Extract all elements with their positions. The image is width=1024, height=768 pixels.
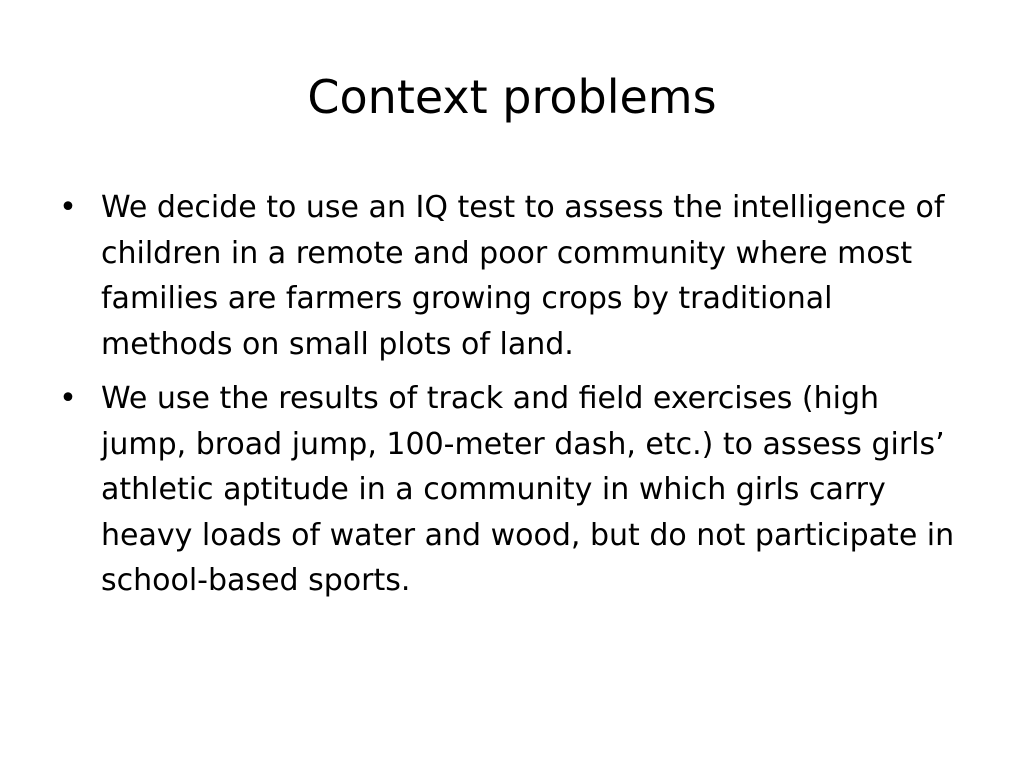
list-item [58,376,958,604]
bullet-text: We use the results of track and field exercises (high jump, broad jump, 100-meter dash, etc.) to assess girls’ athletic aptitude in a community in which girls carry heavy loads of water and wood, but do not participate in school-based sports. [101,381,955,598]
bullet-icon: • [59,381,77,416]
list-item [58,185,958,367]
bullet-text: We decide to use an IQ test to assess the intelligence of children in a remote and poor community where most families are farmers growing crops by traditional methods on small plots of land. [101,190,945,362]
slide-title: Context problems [307,70,717,124]
bullet-icon: • [59,190,77,225]
bullet-list [58,185,958,613]
